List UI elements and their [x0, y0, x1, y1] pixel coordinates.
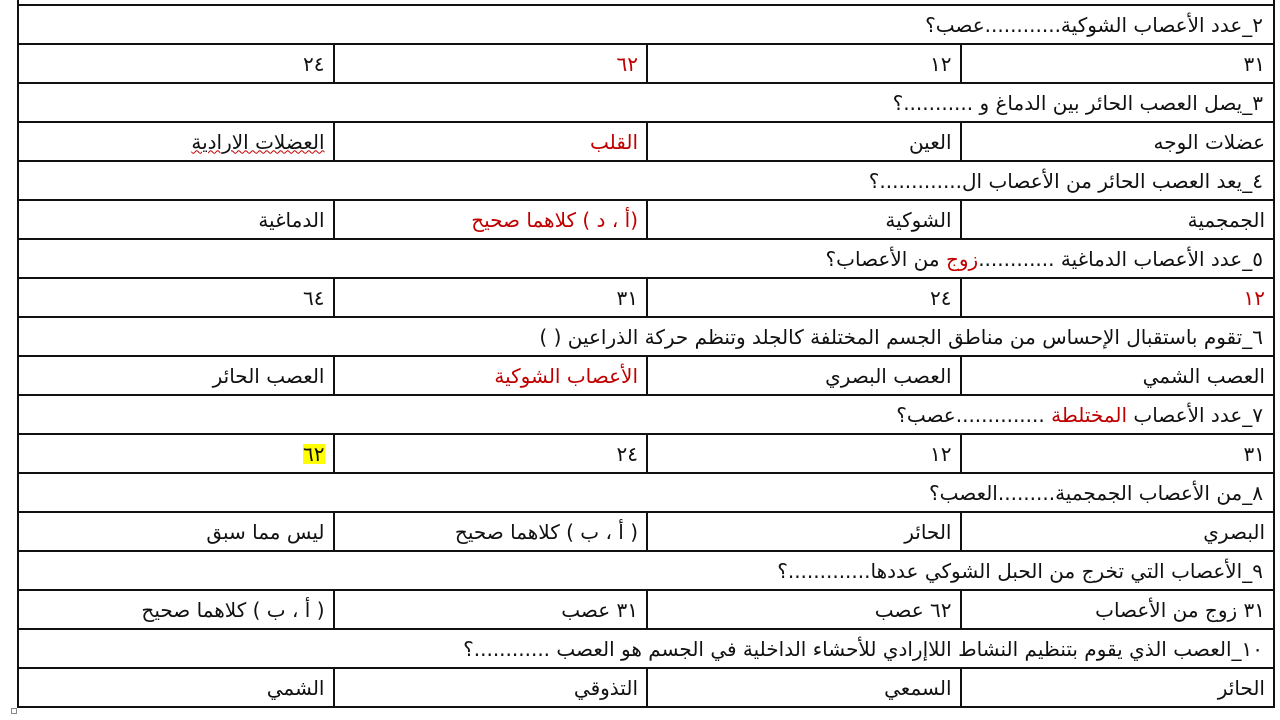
option-a[interactable]: البصري	[960, 513, 1274, 550]
question-row	[19, 162, 1273, 201]
option-b[interactable]: الحائر	[646, 513, 960, 550]
question-row	[19, 552, 1273, 591]
question-row	[19, 396, 1273, 435]
option-b[interactable]: الشوكية	[646, 201, 960, 238]
question-row	[19, 318, 1273, 357]
option-d[interactable]: ( أ ، ب ) كلاهما صحيح	[141, 597, 325, 622]
question-text	[825, 246, 1273, 271]
option-a[interactable]: عضلات الوجه	[960, 123, 1274, 160]
option-d-marked[interactable]	[19, 435, 333, 472]
question-text	[896, 402, 1273, 427]
highlighted-answer: ٦٢	[303, 441, 325, 466]
option-d[interactable]	[19, 123, 333, 160]
option-a[interactable]: ٣١	[960, 45, 1274, 82]
table-move-handle[interactable]	[11, 708, 17, 714]
question-text-end: ..............عصب؟	[896, 402, 1052, 427]
question-row	[19, 6, 1273, 45]
options-row	[19, 435, 1273, 474]
option-c-marked[interactable]: ٦٢	[333, 45, 647, 82]
option-a[interactable]: ٣١ زوج من الأعصاب	[960, 591, 1274, 628]
option-c[interactable]: التذوقي	[333, 669, 647, 706]
question-row	[19, 630, 1273, 669]
option-c-marked[interactable]: الأعصاب الشوكية	[333, 357, 647, 394]
option-b[interactable]: العين	[646, 123, 960, 160]
option-b[interactable]: ٢٤	[646, 279, 960, 316]
option-d-text: العضلات الارادية	[191, 129, 325, 154]
question-text-start: ٥_عدد الأعصاب الدماغية ............	[978, 246, 1263, 271]
option-d[interactable]: العصب الحائر	[212, 363, 325, 388]
option-d[interactable]: ليس مما سبق	[206, 519, 325, 544]
option-a[interactable]: الحائر	[960, 669, 1274, 706]
option-d[interactable]: الدماغية	[258, 207, 325, 232]
option-d[interactable]: الشمي	[266, 675, 325, 700]
question-text: ٢_عدد الأعصاب الشوكية............عصب؟	[925, 12, 1263, 37]
option-a-marked[interactable]: ١٢	[960, 279, 1274, 316]
question-text: ١٠_العصب الذي يقوم بتنظيم النشاط اللاإرادي للأحشاء الداخلية في الجسم هو العصب ............؟	[463, 636, 1263, 661]
option-c-marked[interactable]: القلب	[333, 123, 647, 160]
question-text: ٦_تقوم باستقبال الإحساس من مناطق الجسم المختلفة كالجلد وتنظم حركة الذراعين ( )	[539, 324, 1263, 349]
quiz-table	[17, 0, 1275, 708]
question-text: ٣_يصل العصب الحائر بين الدماغ و ...........؟	[892, 90, 1263, 115]
option-c[interactable]: ٢٤	[333, 435, 647, 472]
options-row	[19, 357, 1273, 396]
options-row	[19, 123, 1273, 162]
question-row	[19, 474, 1273, 513]
question-text: ٨_من الأعصاب الجمجمية.........العصب؟	[928, 480, 1263, 505]
option-b[interactable]: ١٢	[646, 45, 960, 82]
question-text-end: من الأعصاب؟	[825, 246, 946, 271]
options-row	[19, 201, 1273, 240]
options-row	[19, 45, 1273, 84]
option-b[interactable]: السمعي	[646, 669, 960, 706]
option-c[interactable]: ٣١ عصب	[333, 591, 647, 628]
options-row	[19, 591, 1273, 630]
question-row	[19, 84, 1273, 123]
options-row	[19, 669, 1273, 708]
question-text-red: زوج	[945, 246, 979, 271]
question-text: ٤_يعد العصب الحائر من الأعصاب ال.............؟	[868, 168, 1263, 193]
options-row	[19, 513, 1273, 552]
question-text: ٩_الأعصاب التي تخرج من الحبل الشوكي عددها.............؟	[777, 558, 1263, 583]
option-a[interactable]: ٣١	[960, 435, 1274, 472]
option-d[interactable]: ٢٤	[303, 51, 325, 76]
option-b[interactable]: ٦٢ عصب	[646, 591, 960, 628]
question-row	[19, 240, 1273, 279]
option-c[interactable]: ( أ ، ب ) كلاهما صحيح	[333, 513, 647, 550]
option-d[interactable]: ٦٤	[303, 285, 325, 310]
option-c[interactable]: ٣١	[333, 279, 647, 316]
question-text-red: المختلطة	[1051, 402, 1128, 427]
option-b[interactable]: العصب البصري	[646, 357, 960, 394]
option-b[interactable]: ١٢	[646, 435, 960, 472]
question-text-start: ٧_عدد الأعصاب	[1127, 402, 1263, 427]
option-c-marked[interactable]: (أ ، د ) كلاهما صحيح	[333, 201, 647, 238]
option-a[interactable]: الجمجمية	[960, 201, 1274, 238]
option-a[interactable]: العصب الشمي	[960, 357, 1274, 394]
options-row	[19, 279, 1273, 318]
